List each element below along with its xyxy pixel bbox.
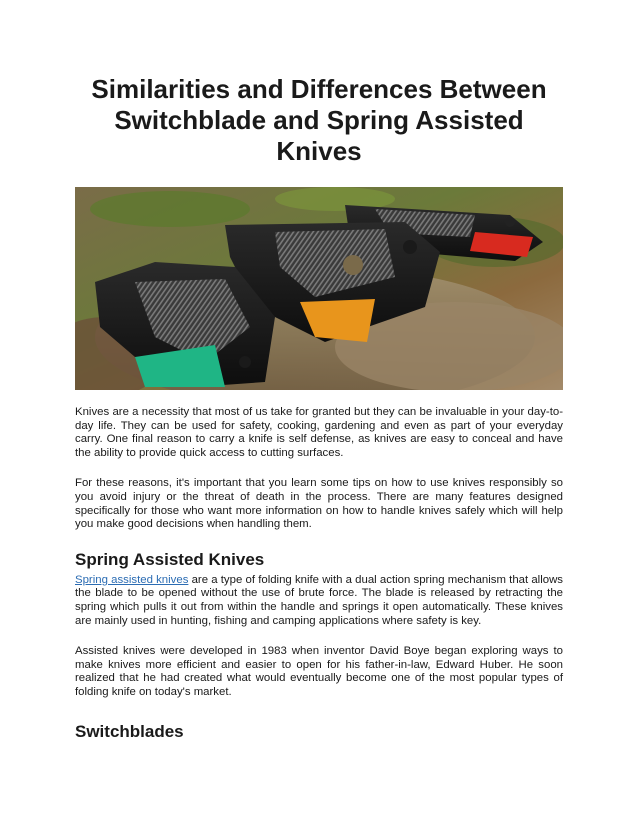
spring-assisted-heading: Spring Assisted Knives — [75, 549, 265, 569]
document-title: Similarities and Differences Between Switchblade and Spring Assisted Knives — [91, 74, 547, 166]
knives-hero-image — [75, 187, 563, 390]
document-page — [75, 70, 563, 746]
intro-paragraph-2: For these reasons, it's important that you learn some tips on how to use knives responsibly so you avoid injury or the threat of death in the process. There are many features designed specifically for those who want more information on how to handle knives safely which will help you make good decisions when handling them. — [75, 477, 563, 531]
spring-paragraph-1 — [75, 574, 563, 628]
spring-paragraph-1-text: are a type of folding knife with a dual action spring mechanism that allows the blade to be opened without the use of brute force. The blade is released by retracting the spring which pulls it out from within the handle and springs it open automatically. These knives are mainly used in hunting, fishing and camping applications where safety is key. — [75, 573, 563, 627]
spring-paragraph-2: Assisted knives were developed in 1983 when inventor David Boye began exploring ways to make knives more efficient and easier to open for his father-in-law, Edward Huber. He soon realized that he had created what would eventually become one of the most popular types of folding knife on today's market. — [75, 645, 563, 698]
spring-assisted-knives-link[interactable]: Spring assisted knives — [75, 573, 189, 586]
switchblades-heading: Switchblades — [75, 721, 184, 741]
intro-paragraph-1: Knives are a necessity that most of us take for granted but they can be invaluable in your day-to-day life. They can be used for safety, cooking, gardening and even as part of your everyday carry. One final reason to carry a knife is self defense, as knives are easy to conceal and have the ability to provide quick access to cutting surfaces. — [75, 406, 563, 459]
